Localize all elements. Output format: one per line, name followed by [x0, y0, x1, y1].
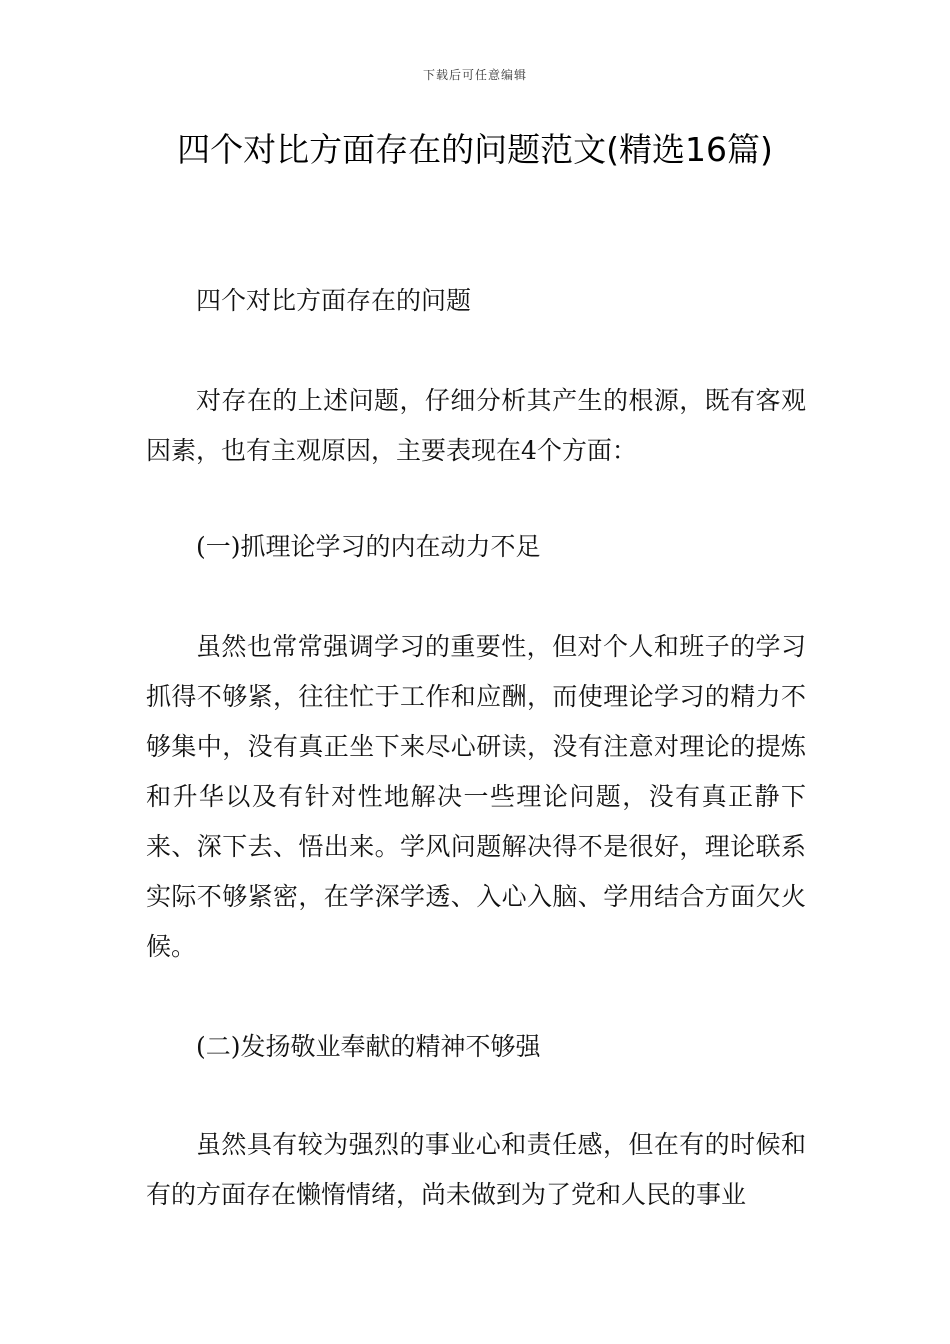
paragraph: 虽然也常常强调学习的重要性，但对个人和班子的学习抓得不够紧，往往忙于工作和应酬，而使理论学习的精力不够集中，没有真正坐下来尽心研读，没有注意对理论的提炼和升华以及有针对性地解决一些理论问题，没有真正静下来、深下去、悟出来。学风问题解决得不是很好，理论联系实际不够紧密，在学深学透、入心入脑、学用结合方面欠火候。	[146, 632, 806, 961]
paragraph: (一)抓理论学习的内在动力不足	[196, 532, 541, 561]
document-title: 四个对比方面存在的问题范文(精选16篇)	[177, 130, 773, 169]
paragraph: (二)发扬敬业奉献的精神不够强	[196, 1032, 541, 1061]
section-heading	[146, 276, 806, 326]
subheading-1	[146, 522, 806, 572]
body-block-1	[146, 622, 806, 972]
paragraph: 四个对比方面存在的问题	[196, 286, 472, 315]
body-block-2	[146, 1120, 806, 1220]
intro-block	[146, 376, 806, 476]
header-note: 下载后可任意编辑	[422, 68, 527, 82]
paragraph: 虽然具有较为强烈的事业心和责任感，但在有的时候和有的方面存在懒惰情绪，尚未做到为了党和人民的事业	[146, 1130, 806, 1209]
subheading-2	[146, 1022, 806, 1072]
paragraph: 对存在的上述问题，仔细分析其产生的根源，既有客观因素，也有主观原因，主要表现在4个方面：	[146, 386, 806, 465]
